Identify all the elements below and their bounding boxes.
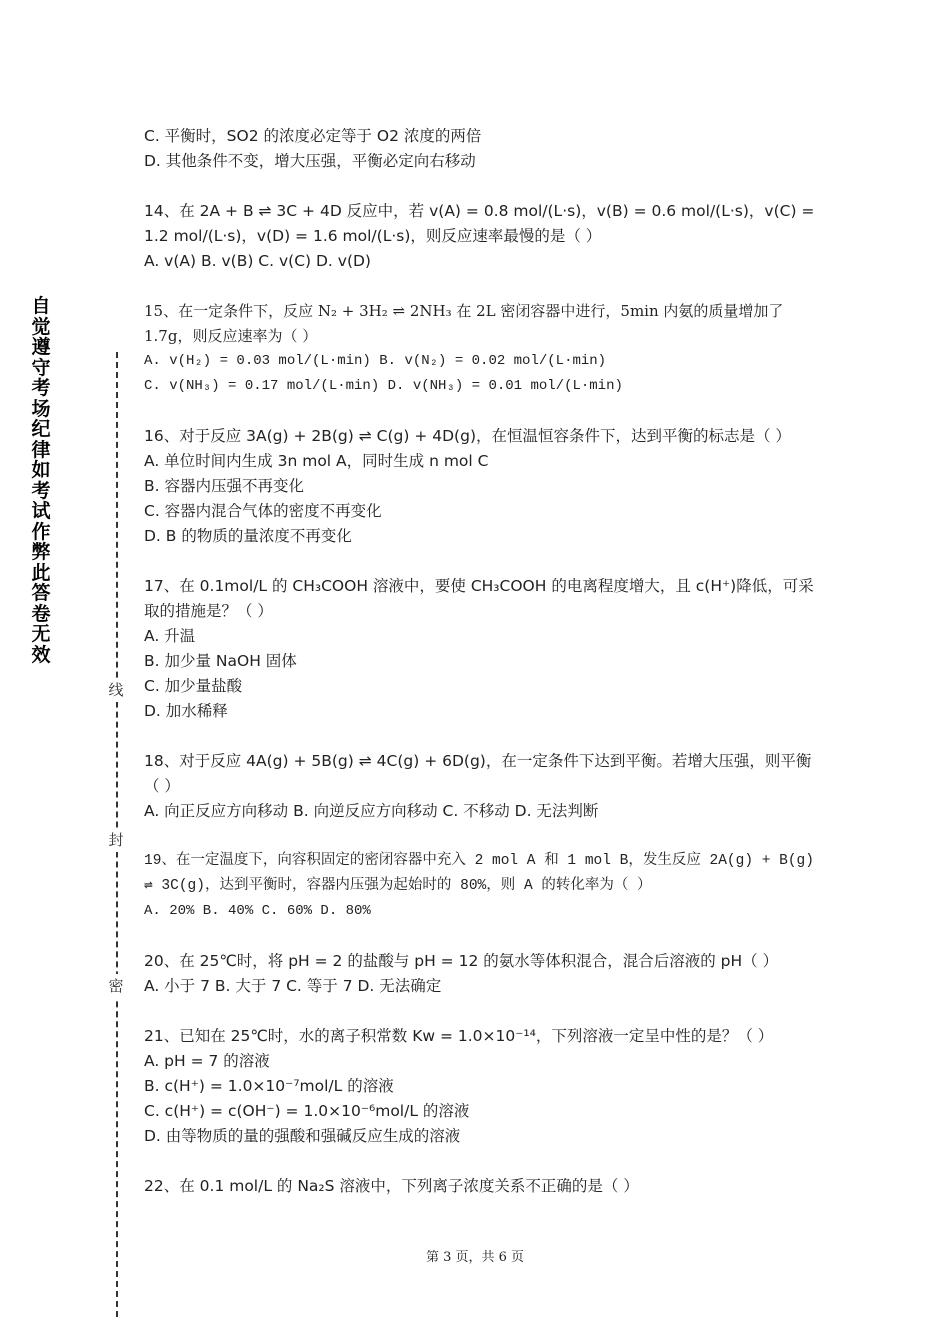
question-14 xyxy=(144,199,824,274)
options-ab: A. v(H₂) = 0.03 mol/(L·min) B. v(N₂) = 0.02 mol/(L·min) xyxy=(144,353,607,369)
question-13-tail xyxy=(144,124,824,174)
option-a: A. 升温 xyxy=(144,627,196,645)
option-d: D. 加水稀释 xyxy=(144,702,228,720)
question-15 xyxy=(144,299,824,399)
question-options: A. 20% B. 40% C. 60% D. 80% xyxy=(144,903,371,919)
option-c: C. 平衡时，SO2 的浓度必定等于 O2 浓度的两倍 xyxy=(144,127,482,145)
option-c: C. c(H⁺) = c(OH⁻) = 1.0×10⁻⁶mol/L 的溶液 xyxy=(144,1102,470,1120)
binding-mark-line: 线 xyxy=(104,678,128,702)
option-b: B. 容器内压强不再变化 xyxy=(144,477,304,495)
question-stem: 14、在 2A + B ⇌ 3C + 4D 反应中，若 v(A) = 0.8 mol/(L·s)，v(B) = 0.6 mol/(L·s)，v(C) = 1.2 mol/(L·s)，v(D) = 1.6 mol/(L·s)，则反应速率最慢的是（ ） xyxy=(144,202,815,245)
question-options: A. 向正反应方向移动 B. 向逆反应方向移动 C. 不移动 D. 无法判断 xyxy=(144,802,599,820)
question-options: A. v(A) B. v(B) C. v(C) D. v(D) xyxy=(144,252,371,270)
question-stem: 22、在 0.1 mol/L 的 Na₂S 溶液中，下列离子浓度关系不正确的是（ ） xyxy=(144,1177,639,1195)
option-b: B. c(H⁺) = 1.0×10⁻⁷mol/L 的溶液 xyxy=(144,1077,394,1095)
page-footer: 第 3 页，共 6 页 xyxy=(425,1250,525,1265)
question-stem: 19、在一定温度下，向容积固定的密闭容器中充入 2 mol A 和 1 mol B，发生反应 2A(g) + B(g) ⇌ 3C(g)，达到平衡时，容器内压强为起始时的 80%，则 A 的转化率为（ ） xyxy=(144,853,814,894)
binding-mark-seal: 封 xyxy=(104,828,128,852)
side-notice: 自觉遵守考场纪律如考试作弊此答卷无效 xyxy=(31,295,51,666)
question-22 xyxy=(144,1174,824,1199)
option-b: B. 加少量 NaOH 固体 xyxy=(144,652,297,670)
question-stem: 20、在 25℃时，将 pH = 2 的盐酸与 pH = 12 的氨水等体积混合，混合后溶液的 pH（ ） xyxy=(144,952,779,970)
binding-mark-secret: 密 xyxy=(104,974,128,998)
option-d: D. 由等物质的量的强酸和强碱反应生成的溶液 xyxy=(144,1127,461,1145)
question-18 xyxy=(144,749,824,824)
question-stem: 21、已知在 25℃时，水的离子积常数 Kw = 1.0×10⁻¹⁴，下列溶液一定呈中性的是？（ ） xyxy=(144,1027,774,1045)
options-cd: C. v(NH₃) = 0.17 mol/(L·min) D. v(NH₃) = 0.01 mol/(L·min) xyxy=(144,378,623,394)
question-stem: 18、对于反应 4A(g) + 5B(g) ⇌ 4C(g) + 6D(g)，在一定条件下达到平衡。若增大压强，则平衡（ ） xyxy=(144,752,812,795)
option-d: D. 其他条件不变，增大压强，平衡必定向右移动 xyxy=(144,152,476,170)
question-16 xyxy=(144,424,824,549)
option-d: D. B 的物质的量浓度不再变化 xyxy=(144,527,352,545)
question-stem: 15、在一定条件下，反应 N₂ + 3H₂ ⇌ 2NH₃ 在 2L 密闭容器中进行，5min 内氨的质量增加了 1.7g，则反应速率为（ ） xyxy=(144,302,784,345)
option-c: C. 容器内混合气体的密度不再变化 xyxy=(144,502,382,520)
question-21 xyxy=(144,1024,824,1149)
question-stem: 17、在 0.1mol/L 的 CH₃COOH 溶液中，要使 CH₃COOH 的电离程度增大，且 c(H⁺)降低，可采取的措施是？（ ） xyxy=(144,577,814,620)
question-19 xyxy=(144,849,824,924)
question-options: A. 小于 7 B. 大于 7 C. 等于 7 D. 无法确定 xyxy=(144,977,442,995)
question-list xyxy=(144,124,824,1224)
option-a: A. pH = 7 的溶液 xyxy=(144,1052,270,1070)
option-c: C. 加少量盐酸 xyxy=(144,677,243,695)
question-17 xyxy=(144,574,824,724)
question-stem: 16、对于反应 3A(g) + 2B(g) ⇌ C(g) + 4D(g)，在恒温恒容条件下，达到平衡的标志是（ ） xyxy=(144,427,791,445)
option-a: A. 单位时间内生成 3n mol A，同时生成 n mol C xyxy=(144,452,489,470)
question-20 xyxy=(144,949,824,999)
